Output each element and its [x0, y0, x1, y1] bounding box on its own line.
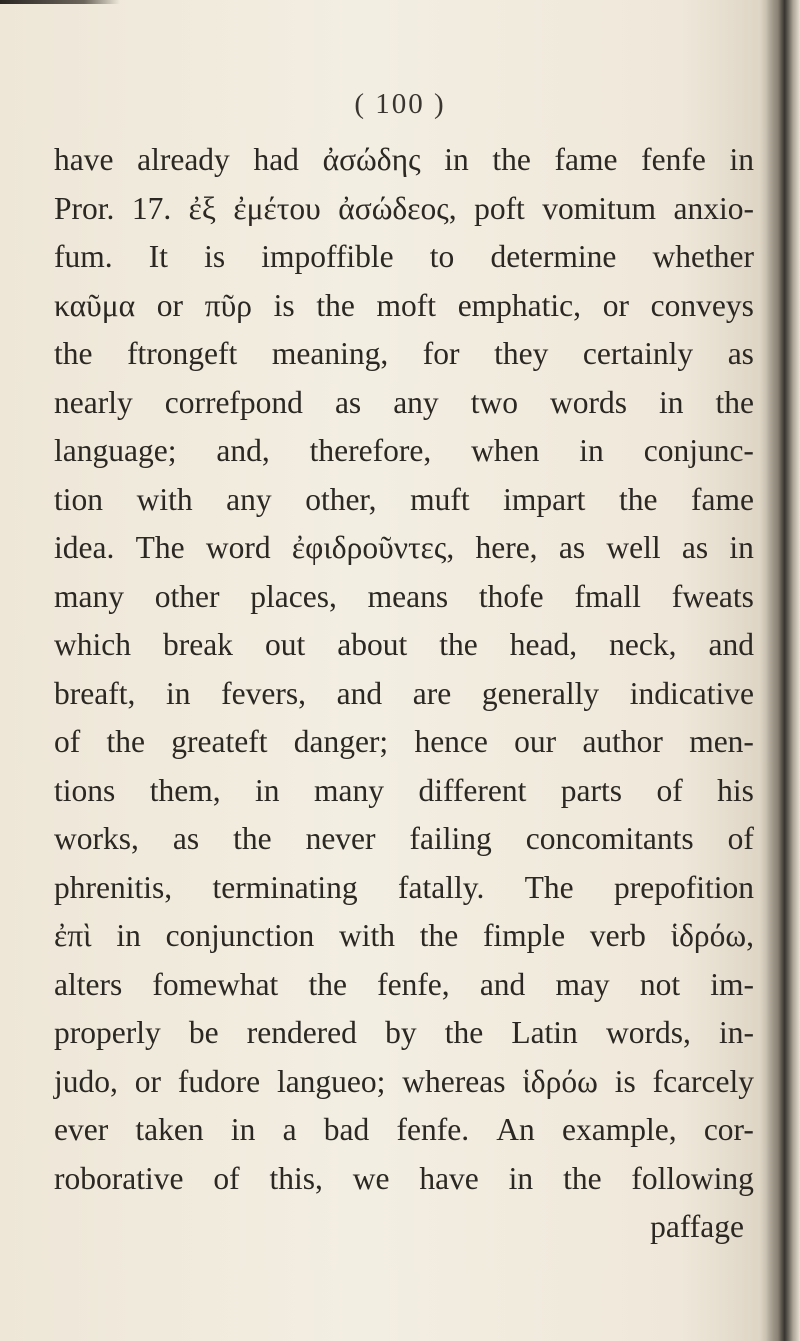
word: conjunction: [165, 918, 315, 953]
word: the: [233, 821, 272, 856]
word: them,: [149, 772, 221, 808]
word: The: [135, 530, 185, 565]
word: breaft,: [54, 675, 136, 711]
word: author: [582, 724, 663, 759]
word: for: [422, 336, 460, 371]
word: fenfe,: [377, 966, 450, 1002]
word: men-: [689, 724, 754, 759]
word: works,: [54, 821, 139, 856]
word: many: [314, 772, 384, 808]
word: verb: [589, 918, 646, 953]
text-line: [54, 136, 754, 185]
word: ἀσώδεος,: [338, 190, 457, 226]
text-line: [54, 864, 754, 913]
word: have: [54, 142, 114, 177]
word: language;: [54, 433, 177, 468]
word: any: [226, 481, 272, 517]
word: is: [614, 1063, 636, 1099]
word: as: [172, 821, 200, 856]
text-line: [54, 1058, 754, 1107]
word: already: [137, 142, 230, 177]
text-line: [54, 1155, 754, 1204]
word: and: [479, 966, 526, 1002]
word: as: [681, 530, 709, 565]
word: not: [639, 966, 681, 1002]
word: here,: [475, 530, 538, 565]
word: out: [264, 627, 306, 662]
word: in: [255, 772, 280, 808]
word: tion: [54, 481, 104, 517]
word: well: [606, 530, 661, 565]
word: about: [337, 627, 408, 662]
word: or: [134, 1063, 161, 1099]
word: It: [148, 239, 168, 274]
word: tions: [54, 772, 116, 808]
word: fenfe.: [396, 1112, 470, 1147]
word: of: [727, 821, 754, 856]
word: in: [729, 530, 754, 565]
body-text: [54, 136, 754, 1252]
word: this,: [269, 1160, 323, 1196]
word: the: [106, 724, 145, 759]
word: fum.: [54, 239, 113, 274]
word: any: [393, 384, 439, 420]
word: in: [729, 142, 754, 177]
word: whereas: [402, 1063, 506, 1099]
word: the: [715, 384, 754, 420]
word: alters: [54, 966, 123, 1002]
word: ἱδρόω,: [670, 918, 754, 953]
word: emphatic,: [457, 287, 582, 323]
word: conveys: [650, 287, 754, 323]
page-corner-mark: [0, 0, 120, 4]
text-line: [54, 282, 754, 331]
word: example,: [562, 1112, 677, 1147]
word: which: [54, 627, 131, 662]
word: ἐξ: [188, 190, 216, 226]
word: fevers,: [221, 675, 306, 711]
word: thofe: [478, 578, 544, 614]
word: nearly: [54, 384, 133, 420]
word: conjunc-: [643, 433, 754, 468]
word: and: [708, 627, 754, 662]
word: as: [727, 336, 754, 371]
word: fenfe: [641, 142, 706, 177]
word: two: [470, 384, 518, 420]
word: An: [496, 1112, 535, 1147]
word: taken: [135, 1112, 204, 1147]
word: they: [494, 336, 549, 371]
word: ftrongeft: [127, 336, 238, 371]
text-line: [54, 476, 754, 525]
word: of: [656, 772, 683, 808]
word: idea.: [54, 530, 115, 565]
text-line: [54, 379, 754, 428]
word: fomewhat: [152, 966, 279, 1002]
word: the: [563, 1160, 602, 1196]
word: the: [439, 627, 478, 662]
word: ἀσώδης: [322, 142, 421, 177]
word: a: [282, 1112, 297, 1147]
word: by: [385, 1015, 417, 1050]
word: be: [188, 1015, 219, 1050]
word: the: [492, 142, 531, 177]
word: 17.: [131, 190, 172, 226]
word: determine: [490, 239, 617, 274]
word: and: [336, 675, 383, 711]
text-line: [54, 427, 754, 476]
word: langueo;: [276, 1063, 386, 1099]
word: fatally.: [398, 869, 485, 905]
word: the: [316, 287, 355, 323]
word: we: [352, 1160, 390, 1196]
word: anxio-: [673, 190, 754, 226]
word: fame: [691, 481, 754, 517]
text-line: [54, 233, 754, 282]
text-line: [54, 718, 754, 767]
word: in: [116, 918, 141, 953]
word: parts: [560, 772, 623, 808]
word: or: [602, 287, 629, 323]
word: terminating: [212, 869, 358, 905]
word: are: [412, 675, 452, 711]
word: many: [54, 578, 124, 614]
text-line: [54, 621, 754, 670]
word: failing: [409, 821, 492, 856]
word: is: [273, 287, 295, 323]
word: or: [156, 287, 184, 323]
word: therefore,: [309, 433, 432, 468]
word: to: [429, 239, 455, 274]
text-line: [54, 961, 754, 1010]
word: fimple: [482, 918, 566, 953]
word: concomitants: [525, 821, 694, 856]
word: ἐμέτου: [233, 190, 321, 226]
word: had: [253, 142, 299, 177]
word: certainly: [582, 336, 694, 371]
word: of: [213, 1160, 240, 1196]
word: the: [444, 1015, 484, 1050]
word: vomitum: [542, 190, 657, 226]
word: with: [136, 481, 193, 517]
word: fweats: [671, 578, 754, 614]
word: cor-: [703, 1112, 754, 1147]
word: means: [367, 578, 449, 614]
word: moft: [376, 287, 437, 323]
text-line: [54, 573, 754, 622]
word: different: [418, 772, 527, 808]
word: word: [205, 530, 271, 565]
word: fcarcely: [652, 1063, 754, 1099]
word: fudore: [177, 1063, 261, 1099]
word: whether: [652, 239, 754, 274]
word: correfpond: [164, 384, 303, 420]
word: have: [419, 1160, 479, 1196]
word: πῦρ: [204, 287, 252, 323]
word: with: [339, 918, 396, 953]
word: phrenitis,: [54, 869, 173, 905]
word: the: [618, 481, 658, 517]
word: prepofition: [614, 869, 754, 905]
word: words: [549, 384, 627, 420]
word: judo,: [54, 1063, 118, 1099]
word: break: [163, 627, 233, 662]
word: ἐπὶ: [54, 918, 92, 953]
word: as: [558, 530, 586, 565]
word: in-: [718, 1015, 754, 1050]
word: and,: [216, 433, 270, 468]
word: rendered: [246, 1015, 357, 1050]
word: roborative: [54, 1160, 184, 1196]
word: places,: [250, 578, 337, 614]
text-line: [54, 767, 754, 816]
word: Pror.: [54, 190, 115, 226]
text-line: [54, 815, 754, 864]
word: impoffible: [261, 239, 394, 274]
word: never: [305, 821, 376, 856]
word: fame: [554, 142, 618, 177]
text-line: [54, 1009, 754, 1058]
text-line: [54, 524, 754, 573]
text-line: [54, 912, 754, 961]
word: head,: [509, 627, 578, 662]
spine-shadow: [766, 0, 800, 1341]
word: hence: [414, 724, 488, 759]
word: fmall: [574, 578, 641, 614]
word: ἱδρόω: [522, 1063, 598, 1099]
word: danger;: [293, 724, 389, 759]
word: in: [658, 384, 684, 420]
word: indicative: [629, 675, 754, 711]
word: neck,: [609, 627, 677, 662]
text-line: [54, 670, 754, 719]
word: in: [579, 433, 604, 468]
word: as: [334, 384, 362, 420]
word: generally: [481, 675, 600, 711]
catchword: paffage: [650, 1209, 744, 1244]
word: the: [419, 918, 459, 953]
word: in: [508, 1160, 534, 1196]
word: is: [204, 239, 226, 274]
word: other: [154, 578, 220, 614]
word: muft: [410, 481, 470, 517]
word: when: [471, 433, 540, 468]
word: greateft: [171, 724, 268, 759]
word: in: [444, 142, 469, 177]
word: impart: [503, 481, 586, 517]
word: properly: [54, 1015, 161, 1050]
word: im-: [710, 966, 754, 1002]
word: other,: [305, 481, 377, 517]
word: καῦμα: [54, 287, 136, 323]
word: his: [717, 772, 754, 808]
word: bad: [323, 1112, 370, 1147]
word: in: [165, 675, 191, 711]
word: following: [631, 1160, 754, 1196]
word: our: [514, 724, 557, 759]
word: in: [230, 1112, 256, 1147]
word: ἐφιδροῦντες,: [291, 530, 455, 565]
word: words,: [605, 1015, 691, 1050]
word: meaning,: [271, 336, 389, 371]
page-number-header: ( 100 ): [354, 88, 446, 120]
word: The: [524, 869, 574, 905]
text-line: [54, 185, 754, 234]
text-line: [54, 330, 754, 379]
word: may: [555, 966, 610, 1002]
word: the: [308, 966, 347, 1002]
word: the: [54, 336, 93, 371]
word: of: [54, 724, 81, 759]
text-line: [54, 1106, 754, 1155]
word: ever: [54, 1112, 109, 1147]
word: Latin: [511, 1015, 578, 1050]
word: poft: [474, 190, 525, 226]
